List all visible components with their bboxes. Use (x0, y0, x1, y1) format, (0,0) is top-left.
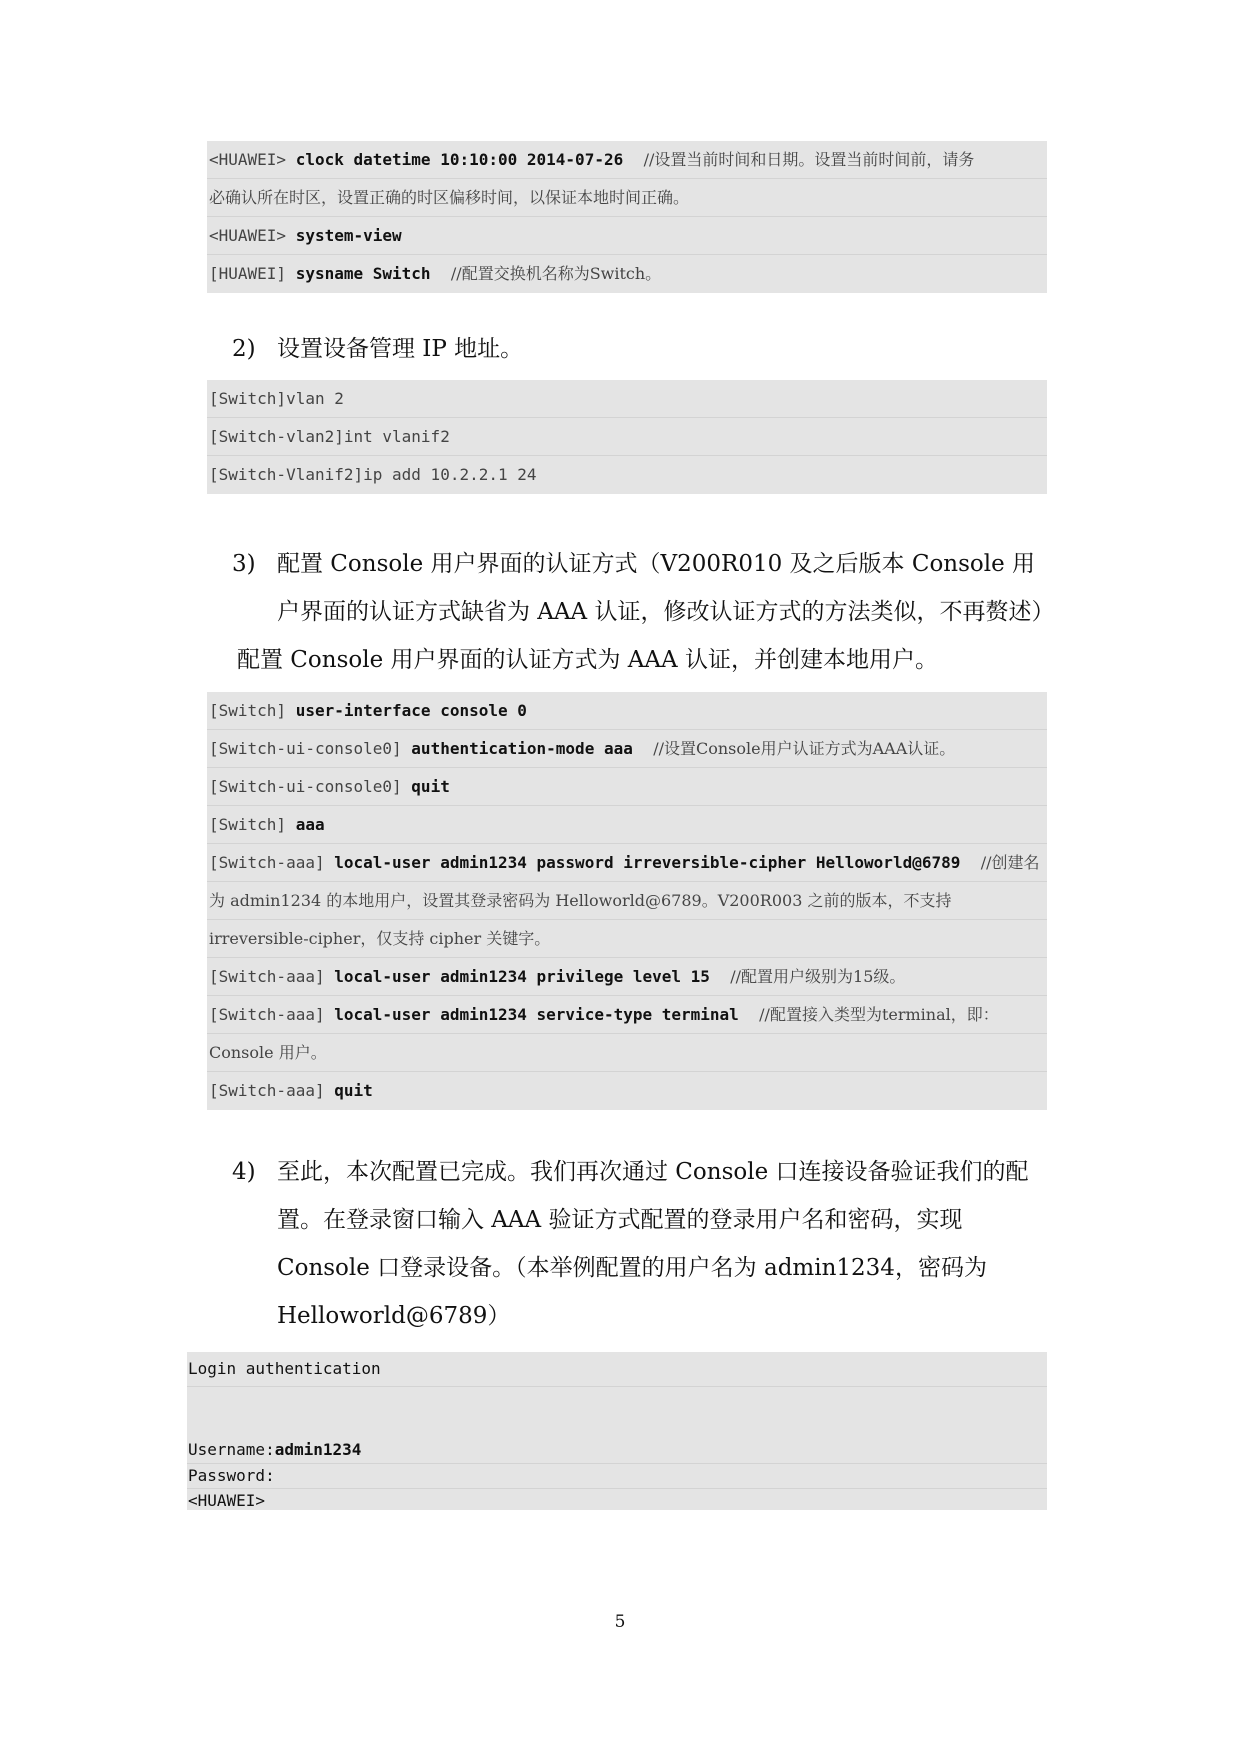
code-comment: //配置交换机名称为Switch。 (430, 264, 662, 283)
code-comment: //配置接入类型为terminal，即： (738, 1005, 999, 1024)
code-prompt: [Switch] (209, 815, 296, 834)
code-prompt: [Switch-Vlanif2]ip add 10.2.2.1 24 (209, 465, 537, 484)
code-command: local-user admin1234 service-type terminal (334, 1005, 739, 1024)
code-prompt: [Switch] (209, 701, 296, 720)
username-label: Username: (188, 1440, 275, 1459)
code-block-aaa (207, 692, 1047, 1110)
code-line (207, 730, 1047, 768)
code-command: authentication-mode aaa (411, 739, 633, 758)
code-line (207, 882, 1047, 920)
code-line (207, 255, 1047, 293)
code-line (207, 920, 1047, 958)
code-command: clock datetime 10:10:00 2014-07-26 (295, 150, 624, 169)
code-command: local-user admin1234 password irreversible-cipher Helloworld@6789 (334, 853, 961, 872)
code-prompt: [Switch-ui-console0] (209, 739, 412, 758)
code-command: system-view (295, 226, 402, 245)
code-prompt: [Switch-aaa] (209, 1081, 335, 1100)
step-number: 4) (232, 1159, 256, 1185)
step-text: 配置 Console 用户界面的认证方式（V200R010 及之后版本 Console 用户界面的认证方式缺省为 AAA 认证，修改认证方式的方法类似，不再赘述） (277, 551, 1055, 625)
code-line (207, 844, 1047, 882)
code-command: sysname Switch (295, 264, 431, 283)
code-line (207, 996, 1047, 1034)
code-line (207, 768, 1047, 806)
code-command: quit (411, 777, 450, 796)
username-value: admin1234 (274, 1440, 362, 1459)
code-line (207, 418, 1047, 456)
code-line (207, 692, 1047, 730)
step-4 (232, 1148, 1052, 1340)
code-prompt: [Switch-aaa] (209, 1005, 335, 1024)
code-prompt: [Switch-aaa] (209, 853, 335, 872)
code-prompt: <HUAWEI> (209, 150, 296, 169)
code-comment: //配置用户级别为15级。 (709, 967, 906, 986)
code-command: local-user admin1234 privilege level 15 (334, 967, 710, 986)
code-comment: //设置Console用户认证方式为AAA认证。 (632, 739, 956, 758)
code-line (207, 1072, 1047, 1110)
code-line (207, 806, 1047, 844)
prompt-line: <HUAWEI> (188, 1491, 266, 1510)
step-number: 2) (232, 336, 256, 362)
step-text: 设置设备管理 IP 地址。 (277, 336, 524, 362)
code-line (207, 1034, 1047, 1072)
step-3-paragraph: 配置 Console 用户界面的认证方式为 AAA 认证，并创建本地用户。 (237, 647, 938, 673)
login-terminal-block (187, 1352, 1047, 1510)
divider (187, 1463, 1047, 1464)
page-number: 5 (614, 1612, 626, 1632)
password-line: Password: (188, 1466, 275, 1485)
code-prompt: [Switch]vlan 2 (209, 389, 344, 408)
code-comment: //创建名 (960, 853, 1040, 872)
step-text: 至此，本次配置已完成。我们再次通过 Console 口连接设备验证我们的配置。在登录窗口输入 AAA 验证方式配置的登录用户名和密码，实现 Console 口登录设备。（本举例配置的用户名为 admin1234，密码为 Helloworld@6789） (277, 1159, 1029, 1329)
code-prompt: [Switch-vlan2]int vlanif2 (209, 427, 450, 446)
code-prompt: [Switch-aaa] (209, 967, 335, 986)
code-comment: 为 admin1234 的本地用户，设置其登录密码为 Helloworld@6789。V200R003 之前的版本，不支持 (209, 891, 952, 910)
code-command: user-interface console 0 (295, 701, 527, 720)
code-line (207, 380, 1047, 418)
code-comment: irreversible-cipher，仅支持 cipher 关键字。 (209, 929, 551, 948)
login-header: Login authentication (188, 1359, 381, 1378)
code-comment: Console 用户。 (209, 1043, 327, 1062)
code-prompt: <HUAWEI> (209, 226, 296, 245)
code-line (207, 958, 1047, 996)
divider (187, 1488, 1047, 1489)
code-comment: 必确认所在时区，设置正确的时区偏移时间，以保证本地时间正确。 (209, 188, 690, 207)
step-number: 3) (232, 551, 256, 577)
code-command: quit (334, 1081, 373, 1100)
code-line (207, 141, 1047, 179)
code-block-clock (207, 141, 1047, 293)
step-3 (232, 540, 1055, 636)
step-2 (232, 325, 1052, 373)
code-line (207, 217, 1047, 255)
code-comment: //设置当前时间和日期。设置当前时间前，请务 (623, 150, 975, 169)
divider (187, 1386, 1047, 1387)
code-line (207, 456, 1047, 494)
code-line (207, 179, 1047, 217)
code-prompt: [Switch-ui-console0] (209, 777, 412, 796)
username-line (188, 1438, 361, 1462)
code-block-vlan (207, 380, 1047, 494)
code-command: aaa (295, 815, 325, 834)
code-prompt: [HUAWEI] (209, 264, 296, 283)
